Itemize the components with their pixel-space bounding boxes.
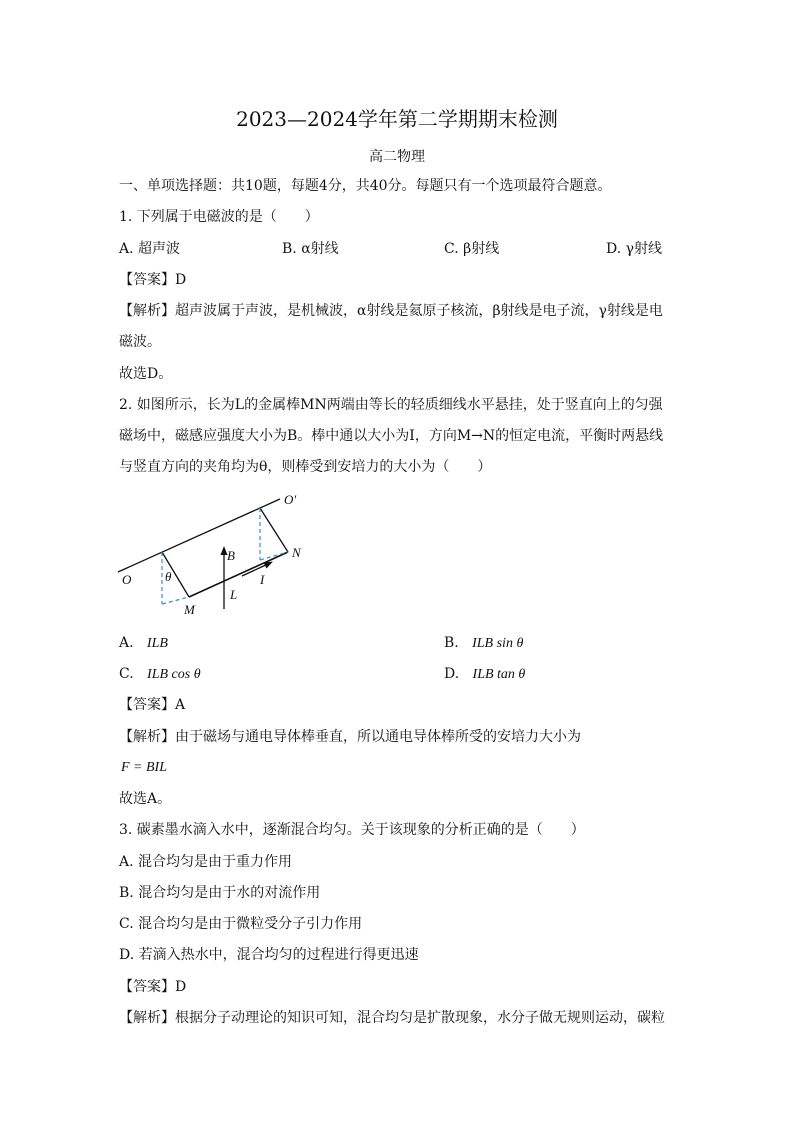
q1-option-a: A. 超声波 [119, 241, 181, 257]
q3-option-b: B. 混合均匀是由于水的对流作用 [119, 885, 321, 901]
q1-option-c: C. β射线 [444, 241, 500, 257]
label-i: I [260, 572, 265, 587]
section-heading: 一、单项选择题：共10题，每题4分，共40分。每题只有一个选项最符合题意。 [119, 178, 612, 194]
q1-option-b: B. α射线 [282, 241, 339, 257]
q2-formula: F = BIL [121, 760, 167, 775]
q2-option-c-expression: ILB cos θ [147, 667, 201, 682]
label-o: O [122, 572, 132, 587]
q3-stem: 3. 碳素墨水滴入水中，逐渐混合均匀。关于该现象的分析正确的是（ ） [119, 822, 585, 838]
ceiling-line [118, 499, 280, 572]
q2-option-c-letter: C. [119, 666, 134, 682]
q2-figure [112, 484, 322, 619]
label-m: M [184, 602, 195, 617]
q2-option-d [444, 664, 525, 685]
q3-option-a: A. 混合均匀是由于重力作用 [119, 854, 293, 870]
label-theta: θ [165, 569, 172, 584]
q2-option-b-expression: ILB sin θ [472, 636, 524, 651]
label-n: N [292, 545, 301, 560]
page-subtitle: 高二物理 [369, 149, 425, 165]
q2-stem-line-2: 磁场中，磁感应强度大小为B。棒中通以大小为I，方向M→N的恒定电流，平衡时两悬线 [119, 428, 664, 444]
q3-analysis: 【解析】根据分子动理论的知识可知，混合均匀是扩散现象，水分子做无规则运动，碳粒 [119, 1010, 665, 1026]
q3-option-c: C. 混合均匀是由于微粒受分子引力作用 [119, 916, 363, 932]
q2-conclusion: 故选A。 [119, 791, 172, 807]
q2-option-d-letter: D. [444, 666, 460, 682]
q1-conclusion: 故选D。 [119, 366, 173, 382]
right-string [260, 508, 288, 552]
q1-option-d: D. γ射线 [606, 241, 662, 257]
q1-analysis-line-1: 【解析】超声波属于声波，是机械波，α射线是氦原子核流，β射线是电子流，γ射线是电 [119, 303, 663, 319]
q2-option-b [444, 633, 523, 654]
q1-analysis-line-2: 磁波。 [119, 334, 161, 350]
page-title: 2023—2024学年第二学期期末检测 [236, 107, 558, 131]
metal-rod [189, 552, 288, 597]
q2-option-a-letter: A. [119, 635, 134, 651]
q1-stem: 1. 下列属于电磁波的是（ ） [119, 209, 319, 225]
q3-answer: 【答案】D [119, 979, 187, 995]
q2-option-c [119, 664, 201, 685]
q2-option-a [119, 633, 168, 654]
q3-option-d: D. 若滴入热水中，混合均匀的过程进行得更迅速 [119, 947, 419, 963]
q2-option-a-expression: ILB [146, 636, 168, 651]
label-b: B [227, 548, 235, 563]
q2-option-d-expression: ILB tan θ [472, 667, 526, 682]
q2-stem-line-3: 与竖直方向的夹角均为θ，则棒受到安培力的大小为（ ） [119, 459, 492, 475]
label-o-prime: O′ [284, 492, 297, 507]
q2-stem-line-1: 2. 如图所示，长为L的金属棒MN两端由等长的轻质细线水平悬挂，处于竖直向上的匀强 [119, 397, 663, 413]
label-l: L [230, 587, 238, 602]
q2-analysis: 【解析】由于磁场与通电导体棒垂直，所以通电导体棒所受的安培力大小为 [119, 729, 581, 745]
current-arrowhead [264, 562, 274, 569]
q2-option-b-letter: B. [444, 635, 459, 651]
q2-answer: 【答案】A [119, 697, 186, 713]
q1-answer: 【答案】D [119, 272, 187, 288]
